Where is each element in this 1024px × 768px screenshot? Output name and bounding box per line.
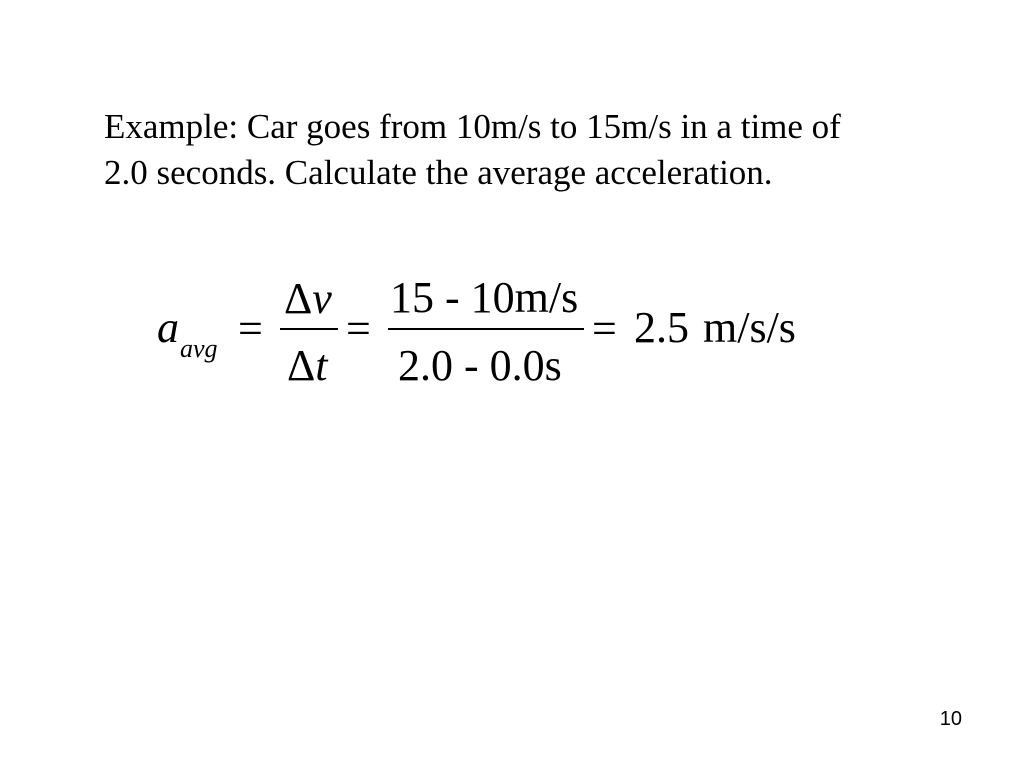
delta-t-denominator: [287, 341, 328, 390]
lhs-subscript: avg: [180, 334, 218, 363]
equals-sign-1: =: [238, 304, 263, 353]
equals-sign-3: =: [592, 304, 617, 353]
problem-line-1: Example: Car goes from 10m/s to 15m/s in a time of: [104, 107, 841, 146]
problem-line-2: 2.0 seconds. Calculate the average acceleration.: [104, 153, 773, 192]
result-unit: m/s/s: [703, 303, 796, 352]
time-variable: t: [315, 341, 328, 390]
delta-symbol: Δ: [287, 341, 316, 390]
lhs-symbol: a: [157, 303, 179, 352]
delta-symbol: Δ: [284, 274, 313, 323]
equals-sign-2: =: [346, 304, 371, 353]
delta-v-numerator: [284, 274, 332, 323]
fraction-2-numerator: 15 - 10m/s: [390, 273, 579, 322]
fraction-bar-2: [388, 328, 584, 330]
result-value: 2.5: [634, 303, 689, 352]
page-number: 10: [939, 708, 962, 730]
fraction-2-denominator: 2.0 - 0.0s: [398, 341, 562, 390]
fraction-bar-1: [280, 328, 338, 330]
velocity-variable: v: [312, 274, 332, 323]
